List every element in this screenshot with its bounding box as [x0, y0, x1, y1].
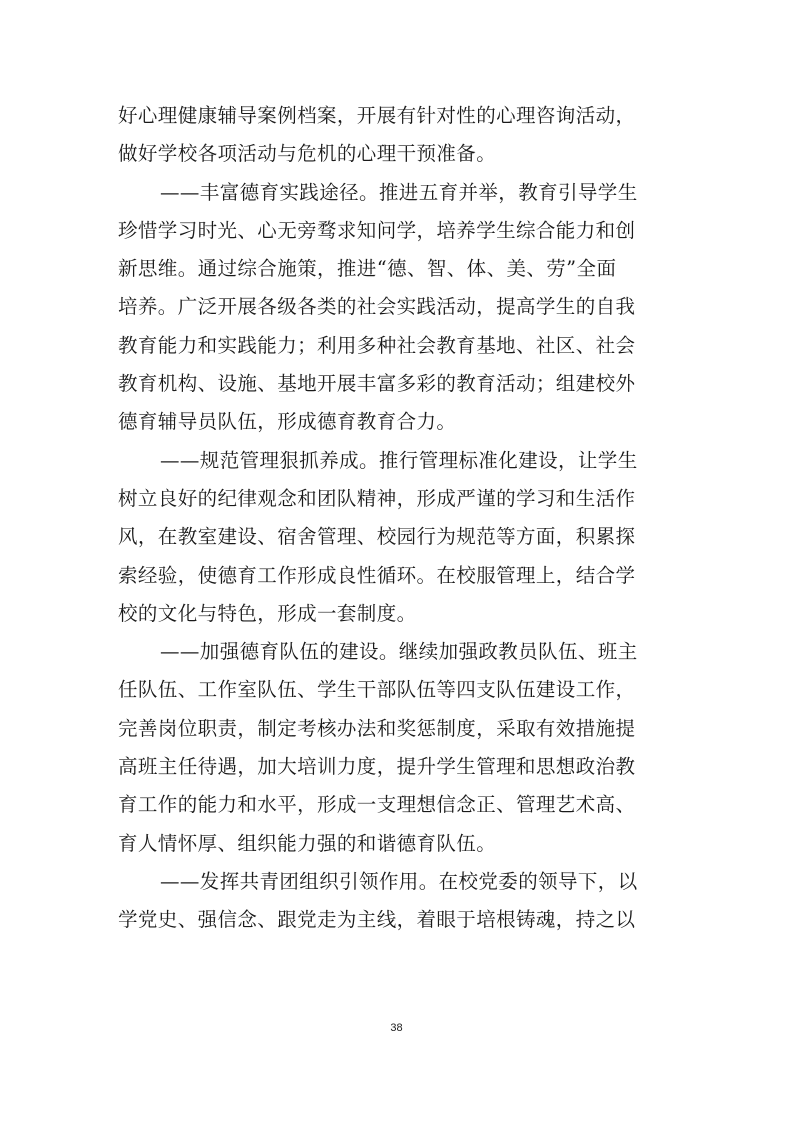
- text-line: 教育机构、设施、基地开展丰富多彩的教育活动；组建校外: [118, 372, 636, 396]
- page-number: 38: [390, 1022, 403, 1034]
- paragraph-start-line: ——规范管理狠抓养成。推行管理标准化建设，让学生: [160, 448, 638, 472]
- text-line: 教育能力和实践能力；利用多种社会教育基地、社区、社会: [118, 333, 636, 357]
- text-line: 培养。广泛开展各级各类的社会实践活动，提高学生的自我: [118, 295, 636, 319]
- text-line: 树立良好的纪律观念和团队精神，形成严谨的学习和生活作: [118, 486, 636, 510]
- text-line: 做好学校各项活动与危机的心理干预准备。: [118, 142, 497, 166]
- text-line: 风，在教室建设、宿舍管理、校园行为规范等方面，积累探: [118, 525, 636, 549]
- text-line: 育工作的能力和水平，形成一支理想信念正、管理艺术高、: [118, 793, 636, 817]
- text-line: 好心理健康辅导案例档案，开展有针对性的心理咨询活动，: [118, 104, 636, 127]
- text-line: 德育辅导员队伍，形成德育教育合力。: [118, 410, 457, 434]
- text-line: 学党史、强信念、跟党走为主线，着眼于培根铸魂，持之以: [118, 908, 636, 932]
- text-line: 校的文化与特色，形成一套制度。: [118, 601, 417, 625]
- paragraph-start-line: ——发挥共青团组织引领作用。在校党委的领导下，以: [160, 869, 638, 893]
- text-line: 珍惜学习时光、心无旁骛求知问学，培养学生综合能力和创: [118, 218, 636, 242]
- text-line: 高班主任待遇，加大培训力度，提升学生管理和思想政治教: [118, 755, 636, 779]
- paragraph-start-line: ——丰富德育实践途径。推进五育并举，教育引导学生: [160, 180, 638, 204]
- text-line: 完善岗位职责，制定考核办法和奖惩制度，采取有效措施提: [118, 716, 636, 740]
- text-line: 索经验，使德育工作形成良性循环。在校服管理上，结合学: [118, 563, 636, 587]
- text-line: 新思维。通过综合施策，推进“德、智、体、美、劳”全面: [118, 257, 617, 281]
- paragraph-start-line: ——加强德育队伍的建设。继续加强政教员队伍、班主: [160, 640, 638, 664]
- body-text: [118, 97, 678, 940]
- text-line: 任队伍、工作室队伍、学生干部队伍等四支队伍建设工作，: [118, 678, 636, 702]
- text-line: 育人情怀厚、组织能力强的和谐德育队伍。: [118, 831, 497, 855]
